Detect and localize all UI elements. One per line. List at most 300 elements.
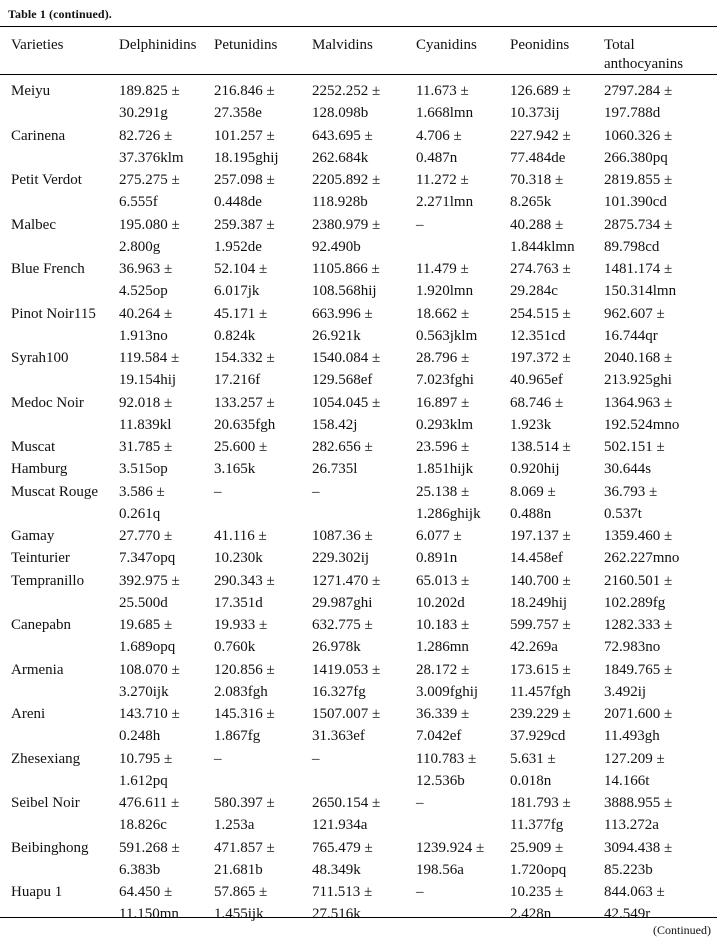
- sd-value: 2.271lmn: [416, 194, 474, 210]
- table-row: [0, 703, 717, 748]
- sd-value: 11.493gh: [604, 728, 660, 744]
- variety-line: Muscat: [11, 439, 56, 455]
- continued-note: (Continued): [653, 923, 711, 937]
- variety-line: Muscat Rouge: [11, 483, 99, 500]
- sd-value: 1.689opq: [119, 639, 176, 655]
- mean-value: 70.318 ±: [510, 172, 564, 188]
- sd-value: 0.563jklm: [416, 327, 478, 344]
- sd-value: 0.891n: [416, 550, 458, 566]
- malvidins-cell: [312, 303, 416, 347]
- sd-value: 198.56a: [416, 861, 464, 878]
- variety-cell: [11, 703, 119, 747]
- delphinidins-cell: [119, 347, 214, 391]
- sd-value: 1.253a: [214, 817, 255, 833]
- variety-line: Pinot Noir115: [11, 305, 96, 322]
- sd-value: 48.349k: [312, 861, 361, 878]
- sd-value: 1.851hijk: [416, 461, 474, 477]
- table-row: [0, 125, 717, 170]
- mean-value: 580.397 ±: [214, 795, 275, 811]
- variety-cell: [11, 258, 119, 302]
- delphinidins-cell: [119, 258, 214, 302]
- variety-line: Canepabn: [11, 617, 71, 633]
- sd-value: [416, 236, 510, 258]
- variety-line: Gamay: [11, 528, 55, 544]
- delphinidins-cell: [119, 614, 214, 658]
- sd-value: 4.525op: [119, 283, 168, 299]
- mean-value: 962.607 ±: [604, 305, 665, 322]
- sd-value: 6.383b: [119, 861, 161, 878]
- peonidins-cell: [510, 436, 604, 480]
- sd-value: 16.744qr: [604, 327, 658, 344]
- variety-line: Meiyu: [11, 83, 51, 99]
- total-cell: [604, 525, 717, 569]
- mean-value: 257.098 ±: [214, 172, 275, 188]
- sd-value: 19.154hij: [119, 372, 177, 388]
- variety-cell: [11, 525, 119, 569]
- sd-value: [416, 814, 510, 836]
- delphinidins-cell: [119, 748, 214, 792]
- variety-cell: [11, 481, 119, 525]
- cyanidins-cell: [416, 80, 510, 124]
- mean-value: 25.138 ±: [416, 483, 470, 500]
- mean-value: 11.272 ±: [416, 172, 469, 188]
- mean-value: 1060.326 ±: [604, 127, 673, 144]
- petunidins-cell: [214, 614, 314, 658]
- delphinidins-cell: [119, 570, 214, 614]
- delphinidins-cell: [119, 214, 214, 258]
- header-total-anthocyanins: [604, 36, 717, 74]
- sd-value: 3.009fghij: [416, 683, 479, 700]
- variety-line: Syrah100: [11, 350, 69, 366]
- peonidins-cell: [510, 80, 604, 124]
- total-cell: [604, 258, 717, 302]
- petunidins-cell: [214, 881, 314, 925]
- variety-cell: [11, 792, 119, 836]
- variety-cell: [11, 392, 119, 436]
- table-row: [0, 436, 717, 481]
- sd-value: 42.549r: [604, 906, 651, 922]
- mean-value: 1087.36 ±: [312, 528, 373, 544]
- variety-cell: [11, 748, 119, 792]
- sd-value: 102.289fg: [604, 594, 666, 611]
- variety-line: Seibel Noir: [11, 795, 80, 811]
- sd-value: 0.018n: [510, 772, 552, 789]
- total-cell: [604, 570, 717, 614]
- peonidins-cell: [510, 125, 604, 169]
- sd-value: 26.978k: [312, 639, 361, 655]
- peonidins-cell: [510, 659, 604, 703]
- total-cell: [604, 703, 717, 747]
- variety-line: Areni: [11, 706, 46, 722]
- sd-value: 20.635fgh: [214, 416, 276, 433]
- header-delphinidins: Delphinidins: [119, 37, 197, 53]
- malvidins-cell: [312, 792, 416, 836]
- petunidins-cell: [214, 125, 314, 169]
- total-cell: [604, 436, 717, 480]
- total-cell: [604, 125, 717, 169]
- sd-value: 121.934a: [312, 817, 368, 833]
- sd-value: 1.720opq: [510, 861, 567, 878]
- mean-value: 711.513 ±: [312, 884, 373, 900]
- variety-line: [11, 814, 119, 836]
- peonidins-cell: [510, 303, 604, 347]
- sd-value: 1.920lmn: [416, 283, 474, 299]
- sd-value: 3.492ij: [604, 683, 647, 700]
- variety-cell: [11, 570, 119, 614]
- mean-value: 92.018 ±: [119, 394, 173, 411]
- delphinidins-cell: [119, 125, 214, 169]
- variety-cell: [11, 436, 119, 480]
- cyanidins-cell: [416, 881, 510, 925]
- variety-cell: [11, 303, 119, 347]
- sd-value: 1.455ijk: [214, 906, 264, 922]
- variety-cell: [11, 659, 119, 703]
- variety-line: [11, 325, 119, 347]
- mean-value: 28.796 ±: [416, 350, 470, 366]
- sd-value: 21.681b: [214, 861, 263, 878]
- mean-value: –: [214, 750, 222, 767]
- header-petunidins: Petunidins: [214, 37, 278, 53]
- variety-cell: [11, 837, 119, 881]
- top-rule: [0, 26, 717, 27]
- total-cell: [604, 481, 717, 525]
- petunidins-cell: [214, 837, 314, 881]
- peonidins-cell: [510, 881, 604, 925]
- table-row: [0, 481, 717, 526]
- sd-value: 0.248h: [119, 728, 161, 744]
- mean-value: 632.775 ±: [312, 617, 373, 633]
- sd-value: 14.166t: [604, 772, 650, 789]
- cyanidins-cell: [416, 837, 510, 881]
- mean-value: 239.229 ±: [510, 706, 571, 722]
- malvidins-cell: [312, 525, 416, 569]
- mean-value: –: [312, 483, 320, 500]
- mean-value: 765.479 ±: [312, 839, 373, 856]
- table-row: [0, 792, 717, 837]
- mean-value: 6.077 ±: [416, 528, 462, 544]
- variety-line: [11, 636, 119, 658]
- mean-value: 110.783 ±: [416, 750, 477, 767]
- sd-value: 11.377fg: [510, 817, 564, 833]
- sd-value: 197.788d: [604, 105, 661, 121]
- malvidins-cell: [312, 748, 416, 792]
- sd-value: 0.487n: [416, 149, 458, 166]
- table-title: Table 1 (continued).: [8, 7, 112, 21]
- mean-value: 1540.084 ±: [312, 350, 381, 366]
- mean-value: 844.063 ±: [604, 884, 665, 900]
- mean-value: 25.909 ±: [510, 839, 564, 856]
- malvidins-cell: [312, 169, 416, 213]
- sd-value: 11.457fgh: [510, 683, 571, 700]
- mean-value: 65.013 ±: [416, 572, 470, 589]
- sd-value: 1.612pq: [119, 772, 168, 789]
- sd-value: 2.428n: [510, 906, 552, 922]
- mean-value: 254.515 ±: [510, 305, 571, 322]
- peonidins-cell: [510, 392, 604, 436]
- table-row: [0, 525, 717, 570]
- mean-value: 41.116 ±: [214, 528, 267, 544]
- sd-value: 18.249hij: [510, 594, 568, 611]
- table-row: [0, 347, 717, 392]
- sd-value: 25.500d: [119, 594, 168, 611]
- peonidins-cell: [510, 792, 604, 836]
- mean-value: 1239.924 ±: [416, 839, 485, 856]
- sd-value: 6.017jk: [214, 283, 260, 299]
- mean-value: 25.600 ±: [214, 439, 268, 455]
- cyanidins-cell: [416, 392, 510, 436]
- variety-line: Huapu 1: [11, 884, 63, 900]
- variety-line: [11, 369, 119, 391]
- table-row: [0, 169, 717, 214]
- malvidins-cell: [312, 881, 416, 925]
- sd-value: 3.515op: [119, 461, 168, 477]
- variety-line: Zhesexiang: [11, 750, 81, 767]
- cyanidins-cell: [416, 169, 510, 213]
- mean-value: 119.584 ±: [119, 350, 180, 366]
- sd-value: 118.928b: [312, 194, 368, 210]
- mean-value: 2650.154 ±: [312, 795, 381, 811]
- table-row: [0, 837, 717, 882]
- header-malvidins: Malvidins: [312, 37, 373, 53]
- sd-value: 12.536b: [416, 772, 465, 789]
- sd-value: 37.929cd: [510, 728, 566, 744]
- mean-value: 133.257 ±: [214, 394, 275, 411]
- petunidins-cell: [214, 792, 314, 836]
- sd-value: 2.083fgh: [214, 683, 268, 700]
- mean-value: 2797.284 ±: [604, 83, 673, 99]
- mean-value: 259.387 ±: [214, 216, 275, 233]
- cyanidins-cell: [416, 303, 510, 347]
- sd-value: 72.983no: [604, 639, 661, 655]
- variety-line: Armenia: [11, 661, 64, 678]
- petunidins-cell: [214, 525, 314, 569]
- delphinidins-cell: [119, 169, 214, 213]
- table-row: [0, 881, 717, 926]
- sd-value: 18.826c: [119, 817, 167, 833]
- mean-value: 19.685 ±: [119, 617, 173, 633]
- header-total-line: Total: [604, 37, 635, 53]
- mean-value: 31.785 ±: [119, 439, 173, 455]
- sd-value: 1.668lmn: [416, 105, 474, 121]
- mean-value: 1849.765 ±: [604, 661, 673, 678]
- variety-line: [11, 725, 119, 747]
- mean-value: 1054.045 ±: [312, 394, 381, 411]
- sd-value: 0.920hij: [510, 461, 560, 477]
- peonidins-cell: [510, 614, 604, 658]
- petunidins-cell: [214, 436, 314, 480]
- petunidins-cell: [214, 214, 314, 258]
- sd-value: 42.269a: [510, 639, 558, 655]
- variety-line: Beibinghong: [11, 839, 89, 856]
- sd-value: 14.458ef: [510, 550, 563, 566]
- cyanidins-cell: [416, 792, 510, 836]
- mean-value: 274.763 ±: [510, 261, 571, 277]
- total-cell: [604, 837, 717, 881]
- mean-value: 82.726 ±: [119, 127, 173, 144]
- mean-value: 599.757 ±: [510, 617, 571, 633]
- sd-value: 3.165k: [214, 461, 256, 477]
- malvidins-cell: [312, 703, 416, 747]
- bottom-rule: [0, 917, 717, 918]
- mean-value: 52.104 ±: [214, 261, 268, 277]
- petunidins-cell: [214, 392, 314, 436]
- mean-value: 27.770 ±: [119, 528, 173, 544]
- mean-value: –: [416, 795, 424, 811]
- variety-line: [11, 414, 119, 436]
- cyanidins-cell: [416, 570, 510, 614]
- peonidins-cell: [510, 525, 604, 569]
- petunidins-cell: [214, 481, 314, 525]
- variety-line: Blue French: [11, 261, 85, 277]
- sd-value: 0.488n: [510, 505, 552, 522]
- sd-value: 30.644s: [604, 461, 652, 477]
- mean-value: 3094.438 ±: [604, 839, 673, 856]
- mean-value: 18.662 ±: [416, 305, 470, 322]
- sd-value: 3.270ijk: [119, 683, 169, 700]
- mean-value: 2205.892 ±: [312, 172, 381, 188]
- malvidins-cell: [312, 347, 416, 391]
- sd-value: 29.987ghi: [312, 594, 373, 611]
- total-cell: [604, 881, 717, 925]
- sd-value: 262.227mno: [604, 550, 680, 566]
- variety-line: Medoc Noir: [11, 394, 84, 411]
- mean-value: 64.450 ±: [119, 884, 173, 900]
- variety-line: [11, 191, 119, 213]
- malvidins-cell: [312, 258, 416, 302]
- variety-line: [11, 280, 119, 302]
- peonidins-cell: [510, 214, 604, 258]
- table-row: [0, 748, 717, 793]
- mean-value: 195.080 ±: [119, 216, 180, 233]
- sd-value: 10.202d: [416, 594, 465, 611]
- variety-line: Tempranillo: [11, 572, 85, 589]
- mean-value: 476.611 ±: [119, 795, 180, 811]
- delphinidins-cell: [119, 703, 214, 747]
- mean-value: 392.975 ±: [119, 572, 180, 589]
- mean-value: 140.700 ±: [510, 572, 571, 589]
- total-cell: [604, 748, 717, 792]
- mean-value: 101.257 ±: [214, 127, 275, 144]
- sd-value: 266.380pq: [604, 149, 668, 166]
- petunidins-cell: [214, 703, 314, 747]
- variety-line: [11, 503, 119, 525]
- peonidins-cell: [510, 481, 604, 525]
- header-varieties: Varieties: [11, 37, 64, 53]
- sd-value: 8.265k: [510, 194, 552, 210]
- total-cell: [604, 659, 717, 703]
- delphinidins-cell: [119, 303, 214, 347]
- malvidins-cell: [312, 659, 416, 703]
- cyanidins-cell: [416, 748, 510, 792]
- mean-value: 173.615 ±: [510, 661, 571, 678]
- sd-value: 11.839kl: [119, 416, 172, 433]
- mean-value: 2819.855 ±: [604, 172, 673, 188]
- sd-value: 16.327fg: [312, 683, 366, 700]
- total-cell: [604, 392, 717, 436]
- table-row: [0, 614, 717, 659]
- sd-value: 158.42j: [312, 416, 358, 433]
- cyanidins-cell: [416, 614, 510, 658]
- variety-line: [11, 102, 119, 124]
- petunidins-cell: [214, 570, 314, 614]
- mean-value: 3888.955 ±: [604, 795, 673, 811]
- mean-value: 2071.600 ±: [604, 706, 673, 722]
- delphinidins-cell: [119, 659, 214, 703]
- delphinidins-cell: [119, 525, 214, 569]
- sd-value: 128.098b: [312, 105, 369, 121]
- total-cell: [604, 169, 717, 213]
- sd-value: 7.023fghi: [416, 372, 474, 388]
- mean-value: 154.332 ±: [214, 350, 275, 366]
- petunidins-cell: [214, 347, 314, 391]
- sd-value: 1.867fg: [214, 728, 261, 744]
- sd-value: 262.684k: [312, 149, 369, 166]
- mean-value: 2252.252 ±: [312, 83, 381, 99]
- variety-cell: [11, 214, 119, 258]
- sd-value: 7.042ef: [416, 728, 462, 744]
- mean-value: 8.069 ±: [510, 483, 556, 500]
- table-row: [0, 80, 717, 125]
- malvidins-cell: [312, 614, 416, 658]
- variety-line: [11, 903, 119, 925]
- malvidins-cell: [312, 392, 416, 436]
- cyanidins-cell: [416, 214, 510, 258]
- variety-cell: [11, 347, 119, 391]
- variety-line: [11, 770, 119, 792]
- mean-value: 591.268 ±: [119, 839, 180, 856]
- total-cell: [604, 792, 717, 836]
- header-row: [0, 36, 717, 74]
- variety-line: Carinena: [11, 127, 66, 144]
- variety-line: [11, 147, 119, 169]
- table-row: [0, 303, 717, 348]
- variety-line: Teinturier: [11, 550, 70, 566]
- cyanidins-cell: [416, 703, 510, 747]
- sd-value: 37.376klm: [119, 149, 184, 166]
- mean-value: 2380.979 ±: [312, 216, 381, 233]
- variety-cell: [11, 881, 119, 925]
- malvidins-cell: [312, 570, 416, 614]
- sd-value: [416, 903, 510, 925]
- mean-value: 189.825 ±: [119, 83, 180, 99]
- sd-value: 1.286ghijk: [416, 505, 481, 522]
- variety-line: [11, 236, 119, 258]
- table-row: [0, 258, 717, 303]
- sd-value: 29.284c: [510, 283, 558, 299]
- peonidins-cell: [510, 748, 604, 792]
- header-cyanidins: Cyanidins: [416, 37, 477, 53]
- cyanidins-cell: [416, 481, 510, 525]
- variety-line: [11, 592, 119, 614]
- delphinidins-cell: [119, 837, 214, 881]
- petunidins-cell: [214, 258, 314, 302]
- variety-cell: [11, 169, 119, 213]
- mean-value: 11.673 ±: [416, 83, 469, 99]
- sd-value: 0.261q: [119, 505, 161, 522]
- mean-value: 23.596 ±: [416, 439, 470, 455]
- sd-value: [214, 503, 314, 525]
- sd-value: 1.923k: [510, 416, 552, 433]
- total-cell: [604, 614, 717, 658]
- mean-value: 290.343 ±: [214, 572, 275, 589]
- malvidins-cell: [312, 80, 416, 124]
- petunidins-cell: [214, 80, 314, 124]
- mean-value: 19.933 ±: [214, 617, 268, 633]
- header-rule: [0, 74, 717, 75]
- mean-value: 502.151 ±: [604, 439, 665, 455]
- sd-value: 0.293klm: [416, 416, 474, 433]
- variety-cell: [11, 614, 119, 658]
